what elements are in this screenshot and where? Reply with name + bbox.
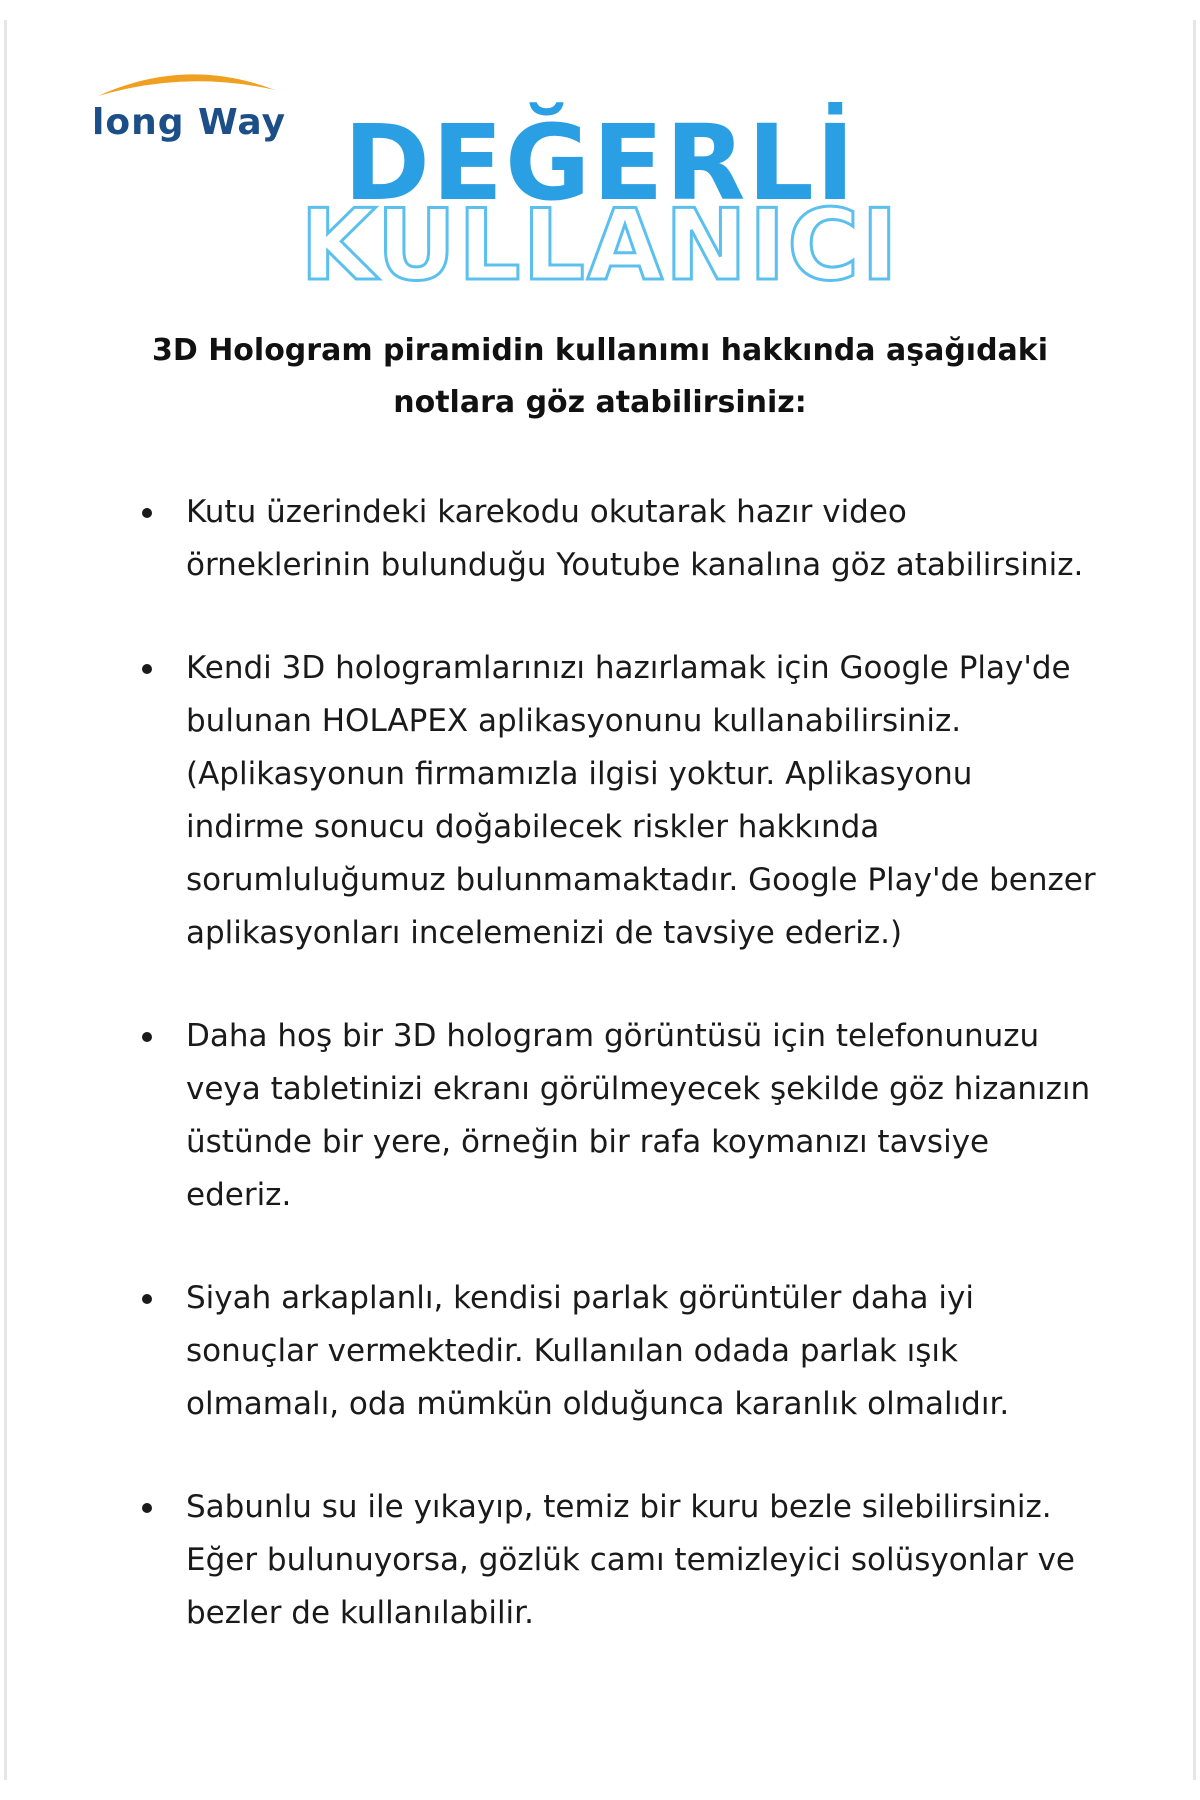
note-text: Daha hoş bir 3D hologram görüntüsü için telefonunuzu veya tabletinizi ekranı görülmeyecek şekilde göz hizanızın üstünde bir yere, örneğin bir rafa koymanızı tavsiye ederiz. <box>186 1018 1091 1213</box>
logo-text: long Way <box>92 102 287 143</box>
title-line-2: KULLANICI <box>300 189 900 303</box>
note-text: Siyah arkaplanlı, kendisi parlak görüntüler daha iyi sonuçlar vermektedir. Kullanılan odada parlak ışık olmamalı, oda mümkün olduğunca karanlık olmalıdır. <box>186 1280 1010 1422</box>
note-text: Kendi 3D hologramlarınızı hazırlamak için Google Play'de bulunan HOLAPEX aplikasyonunu kullanabilirsiniz. (Aplikasyonun firmamızla ilgisi yoktur. Aplikasyonu indirme sonucu doğabilecek riskler hakkında sorumluluğumuz bulunmamaktadır. Google Play'de benzer aplikasyonları incelemenizi de tavsiye ederiz.) <box>186 650 1096 951</box>
intro-text: 3D Hologram piramidin kullanımı hakkında aşağıdaki notlara göz atabilirsiniz: <box>151 333 1049 420</box>
bullet-icon <box>142 508 152 518</box>
list-item <box>140 642 1100 960</box>
bullet-icon <box>142 1032 152 1042</box>
bullet-icon <box>142 664 152 674</box>
list-item <box>140 486 1100 592</box>
list-item <box>140 1272 1100 1431</box>
note-text: Kutu üzerindeki karekodu okutarak hazır video örneklerinin bulunduğu Youtube kanalına göz atabilirsiniz. <box>186 494 1084 583</box>
bullet-icon <box>142 1294 152 1304</box>
note-text: Sabunlu su ile yıkayıp, temiz bir kuru bezle silebilirsiniz. Eğer bulunuyorsa, gözlük camı temizleyici solüsyonlar ve bezler de kullanılabilir. <box>186 1489 1075 1631</box>
list-item <box>140 1481 1100 1640</box>
notes-list <box>140 486 1100 1690</box>
list-item <box>140 1010 1100 1222</box>
logo-arc-icon <box>94 62 279 102</box>
bullet-icon <box>142 1503 152 1513</box>
title-line-1: DEĞERLİ <box>343 102 857 224</box>
